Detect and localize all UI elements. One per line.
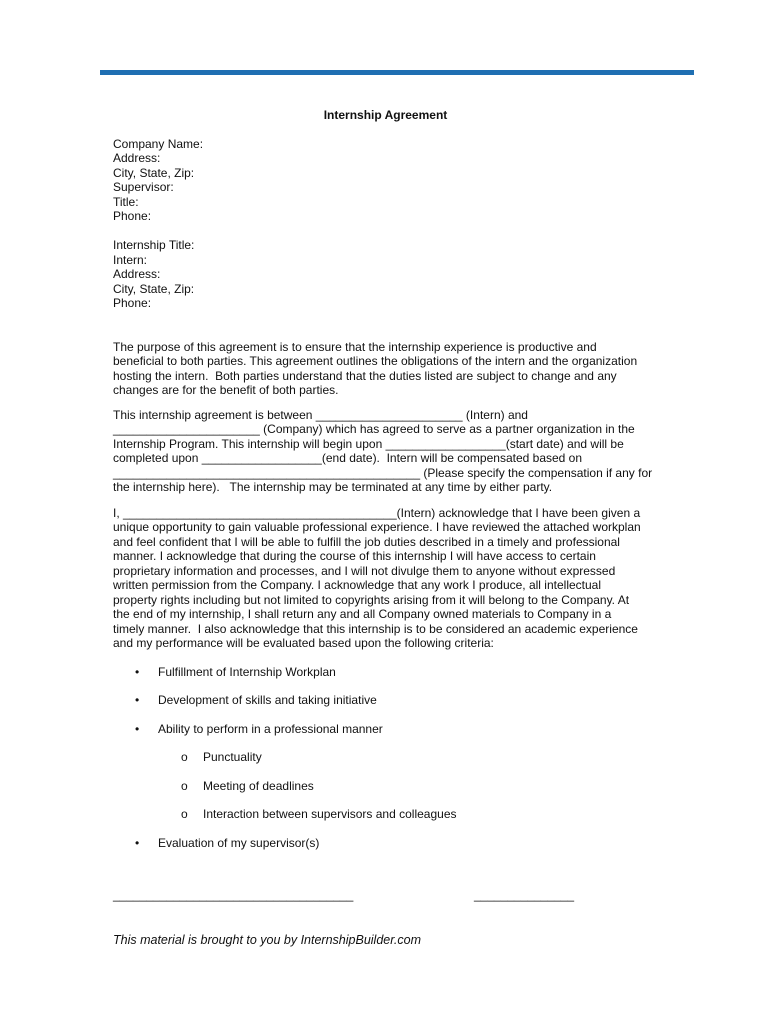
intern-phone-label: Phone: — [113, 296, 152, 310]
paragraph-line: proprietary information and processes, and I will not divulge them to anyone without expressed — [113, 563, 616, 578]
paragraph-line: written permission from the Company. I acknowledge that any work I produce, all intellectual — [113, 578, 602, 592]
intern-city-label: City, State, Zip: — [113, 281, 195, 296]
paragraph-line: ______________________ (Company) which has agreed to serve as a partner organization in the — [113, 422, 635, 436]
document-body — [113, 108, 658, 864]
paragraph-line: Internship Program. This internship will begin upon __________________(start date) and will be — [113, 436, 624, 451]
company-phone-label: Phone: — [113, 209, 152, 223]
top-rule — [100, 70, 694, 75]
paragraph-line: and feel confident that I will be able to fulfill the job duties described in a timely and professional — [113, 534, 620, 549]
paragraph-line: ______________________________________________ (Please specify the compensation if any for — [113, 465, 653, 480]
list-item — [113, 836, 658, 851]
criteria-list-end — [113, 836, 658, 851]
paragraph-line: timely manner. I also acknowledge that this internship is to be considered an academic experience — [113, 621, 638, 636]
criteria-subitem-label: Punctuality — [203, 750, 262, 764]
signature-line-left: ____________________________________ — [113, 888, 354, 902]
internship-title-label: Internship Title: — [113, 238, 195, 252]
list-item — [113, 779, 658, 794]
list-item — [113, 665, 658, 680]
sub-bullet-icon: o — [181, 778, 188, 793]
intern-address-label: Address: — [113, 267, 161, 281]
bullet-icon: • — [135, 721, 140, 736]
company-city-label: City, State, Zip: — [113, 165, 195, 180]
agreement-paragraph — [113, 408, 658, 495]
paragraph-line: I, _________________________________________(Intern) acknowledge that I have been given a — [113, 505, 641, 520]
bullet-icon: • — [135, 664, 140, 679]
paragraph-line: and my performance will be evaluated based upon the following criteria: — [113, 636, 494, 650]
intern-label: Intern: — [113, 252, 148, 267]
paragraph-line: the internship here). The internship may be terminated at any time by either party. — [113, 480, 553, 494]
criteria-subitem-label: Meeting of deadlines — [203, 778, 314, 793]
list-item — [113, 807, 658, 822]
purpose-paragraph — [113, 340, 658, 398]
bullet-icon: • — [135, 835, 140, 850]
intern-block — [113, 238, 658, 311]
paragraph-line: property rights including but not limited to copyrights arising from it will belong to the Company. At — [113, 592, 630, 607]
list-item — [113, 722, 658, 737]
paragraph-line: The purpose of this agreement is to ensure that the internship experience is productive and — [113, 339, 597, 354]
paragraph-line: This internship agreement is between ______________________ (Intern) and — [113, 407, 528, 422]
criteria-list — [113, 665, 658, 737]
supervisor-title-label: Title: — [113, 194, 139, 209]
criteria-item-label: Evaluation of my supervisor(s) — [158, 835, 320, 850]
footer-credit: This material is brought to you by InternshipBuilder.com — [113, 933, 422, 947]
criteria-item-label: Development of skills and taking initiative — [158, 693, 377, 707]
document-title: Internship Agreement — [323, 108, 448, 122]
paragraph-line: completed upon __________________(end date). Intern will be compensated based on — [113, 451, 583, 465]
signature-line-right: _______________ — [474, 888, 575, 902]
company-block — [113, 137, 658, 224]
company-address-label: Address: — [113, 151, 161, 165]
list-item — [113, 693, 658, 708]
paragraph-line: the end of my internship, I shall return any and all Company owned materials to Company in a — [113, 607, 612, 621]
bullet-icon: • — [135, 693, 140, 707]
sub-bullet-icon: o — [181, 750, 188, 764]
paragraph-line: beneficial to both parties. This agreement outlines the obligations of the intern and the organization — [113, 354, 638, 368]
list-item — [113, 750, 658, 765]
paragraph-line: hosting the intern. Both parties understand that the duties listed are subject to change and any — [113, 368, 617, 383]
company-name-label: Company Name: — [113, 136, 204, 151]
criteria-item-label: Fulfillment of Internship Workplan — [158, 664, 336, 679]
sub-bullet-icon: o — [181, 807, 188, 821]
criteria-subitem-label: Interaction between supervisors and colleagues — [203, 807, 457, 821]
criteria-item-label: Ability to perform in a professional manner — [158, 721, 383, 736]
supervisor-label: Supervisor: — [113, 180, 174, 194]
paragraph-line: manner. I acknowledge that during the course of this internship I will have access to certain — [113, 549, 596, 563]
acknowledgement-paragraph — [113, 506, 658, 651]
paragraph-line: unique opportunity to gain valuable professional experience. I have reviewed the attached workplan — [113, 520, 641, 534]
criteria-sublist — [113, 750, 658, 822]
paragraph-line: changes are for the benefit of both parties. — [113, 383, 339, 397]
